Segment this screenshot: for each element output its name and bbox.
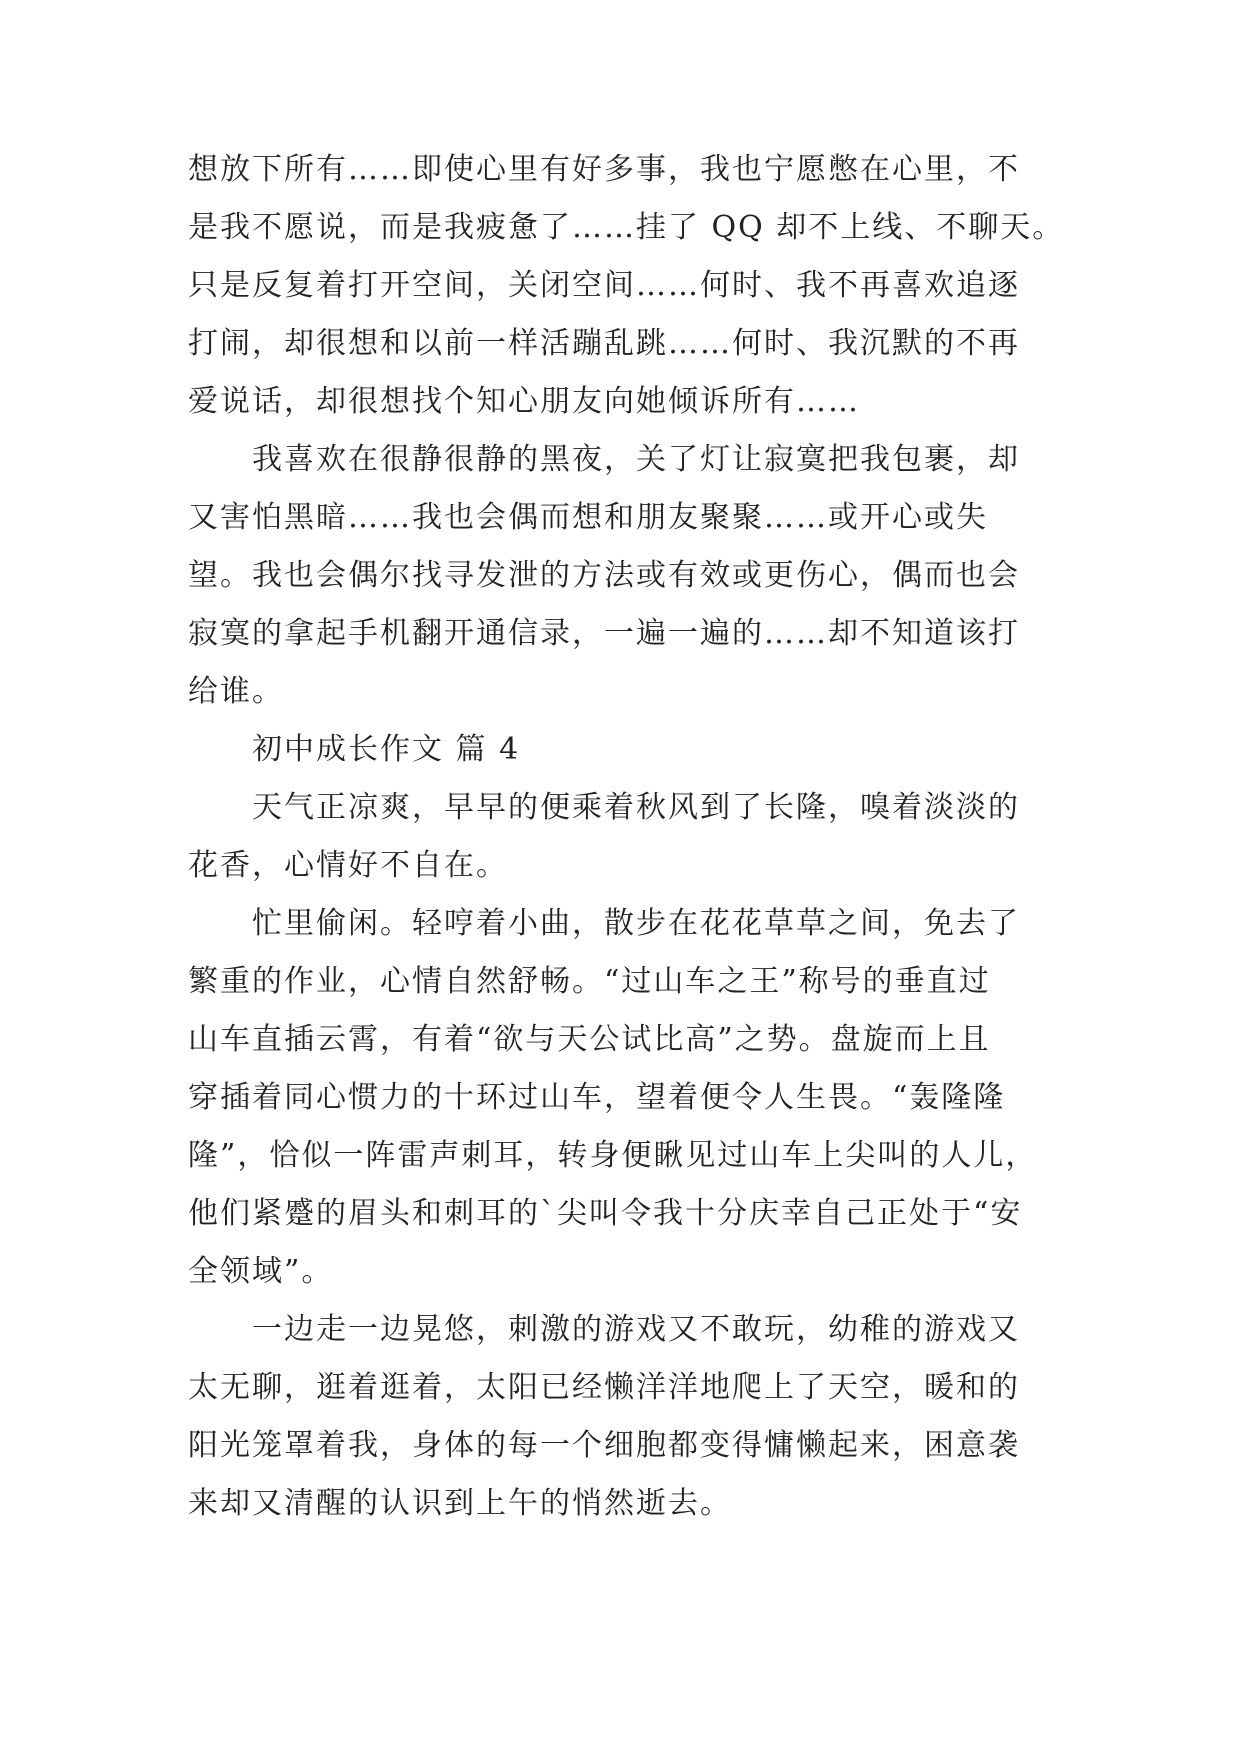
text-line: 忙里偷闲。轻哼着小曲，散步在花花草草之间，免去了 (252, 906, 1020, 941)
text-line: 只是反复着打开空间，关闭空间……何时、我不再喜欢追逐 (188, 268, 1020, 303)
text-line: 穿插着同心惯力的十环过山车，望着便令人生畏。“轰隆隆 (188, 1080, 1006, 1115)
text-line: 一边走一边晃悠，刺激的游戏又不敢玩，幼稚的游戏又 (252, 1312, 1020, 1347)
text-line: 山车直插云霄，有着“欲与天公试比高”之势。盘旋而上且 (188, 1022, 991, 1057)
text-line: 繁重的作业，心情自然舒畅。“过山车之王”称号的垂直过 (188, 964, 991, 999)
text-line: 花香，心情好不自在。 (188, 848, 508, 883)
text-line: 我喜欢在很静很静的黑夜，关了灯让寂寞把我包裹，却 (252, 442, 1020, 477)
text-line: 阳光笼罩着我，身体的每一个细胞都变得慵懒起来，困意袭 (188, 1428, 1020, 1463)
text-line: 打闹，却很想和以前一样活蹦乱跳……何时、我沉默的不再 (188, 326, 1020, 361)
text-line: 隆”，恰似一阵雷声刺耳，转身便瞅见过山车上尖叫的人儿， (188, 1138, 1038, 1173)
text-line: 是我不愿说，而是我疲惫了……挂了 QQ 却不上线、不聊天。 (188, 210, 1065, 245)
text-line: 望。我也会偶尔找寻发泄的方法或有效或更伤心，偶而也会 (188, 558, 1020, 593)
text-line: 想放下所有……即使心里有好多事，我也宁愿憋在心里，不 (188, 152, 1020, 187)
text-line: 给谁。 (188, 674, 284, 709)
section-heading: 初中成长作文 篇 4 (252, 732, 521, 767)
text-line: 天气正凉爽，早早的便乘着秋风到了长隆，嗅着淡淡的 (252, 790, 1020, 825)
text-line: 爱说话，却很想找个知心朋友向她倾诉所有…… (188, 384, 860, 419)
text-line: 他们紧蹙的眉头和刺耳的`尖叫令我十分庆幸自己正处于“安 (188, 1196, 1023, 1231)
text-line: 来却又清醒的认识到上午的悄然逝去。 (188, 1486, 732, 1521)
text-line: 又害怕黑暗……我也会偶而想和朋友聚聚……或开心或失 (188, 500, 988, 535)
text-line: 寂寞的拿起手机翻开通信录，一遍一遍的……却不知道该打 (188, 616, 1020, 651)
text-line: 太无聊，逛着逛着，太阳已经懒洋洋地爬上了天空，暖和的 (188, 1370, 1020, 1405)
text-line: 全领域”。 (188, 1254, 334, 1289)
